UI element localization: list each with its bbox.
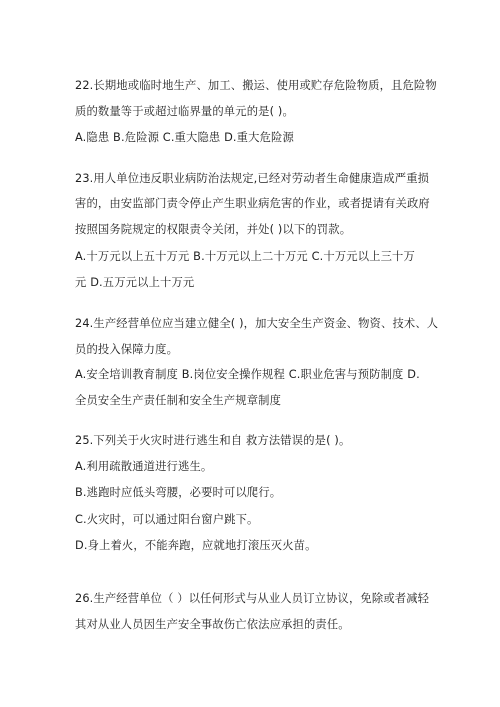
- question-23-line-3: 按照国务院规定的权限责令关闭，并处( )以下的罚款。: [75, 223, 352, 236]
- question-23-line-1: 23.用人单位违反职业病防治法规定,已经对劳动者生命健康造成严重损: [75, 172, 430, 185]
- question-24-line-1: 24.生产经营单位应当建立健全( )，加大安全生产资金、物资、技术、人: [75, 317, 439, 330]
- question-23-options-1: A.十万元以上五十万元 B.十万元以上二十万元 C.十万元以上三十万: [75, 250, 415, 263]
- question-24-options-2: 全员安全生产责任制和安全生产规章制度: [75, 394, 282, 407]
- question-25-option-c: C.火灾时，可以通过阳台窗户跳下。: [75, 513, 259, 526]
- question-26-line-1: 26.生产经营单位（ ）以任何形式与从业人员订立协议，免除或者减轻: [75, 592, 430, 605]
- question-24-options-1: A.安全培训教育制度 B.岗位安全操作规程 C.职业危害与预防制度 D.: [75, 368, 420, 381]
- question-24-line-2: 员的投入保障力度。: [75, 343, 179, 356]
- question-22-line-1: 22.长期地或临时地生产、加工、搬运、使用或贮存危险物质，且危险物: [75, 79, 437, 92]
- question-22-options: A.隐患 B.危险源 C.重大隐患 D.重大危险源: [75, 131, 294, 144]
- question-26-line-2: 其对从业人员因生产安全事故伤亡依法应承担的责任。: [75, 618, 350, 631]
- question-22-line-2: 质的数量等于或超过临界量的单元的是( )。: [75, 105, 294, 118]
- question-25-option-b: B.逃跑时应低头弯腰，必要时可以爬行。: [75, 486, 282, 499]
- question-23-options-2: 元 D.五万元以上十万元: [75, 276, 195, 289]
- question-23-line-2: 害的，由安监部门责令停止产生职业病危害的作业，或者提请有关政府: [75, 197, 430, 210]
- question-25-option-a: A.利用疏散通道进行逃生。: [75, 460, 213, 473]
- question-25-line-1: 25.下列关于火灾时进行逃生和自 救方法错误的是( )。: [75, 434, 351, 447]
- question-25-option-d: D.身上着火，不能奔跑，应就地打滚压灭火苗。: [75, 539, 317, 552]
